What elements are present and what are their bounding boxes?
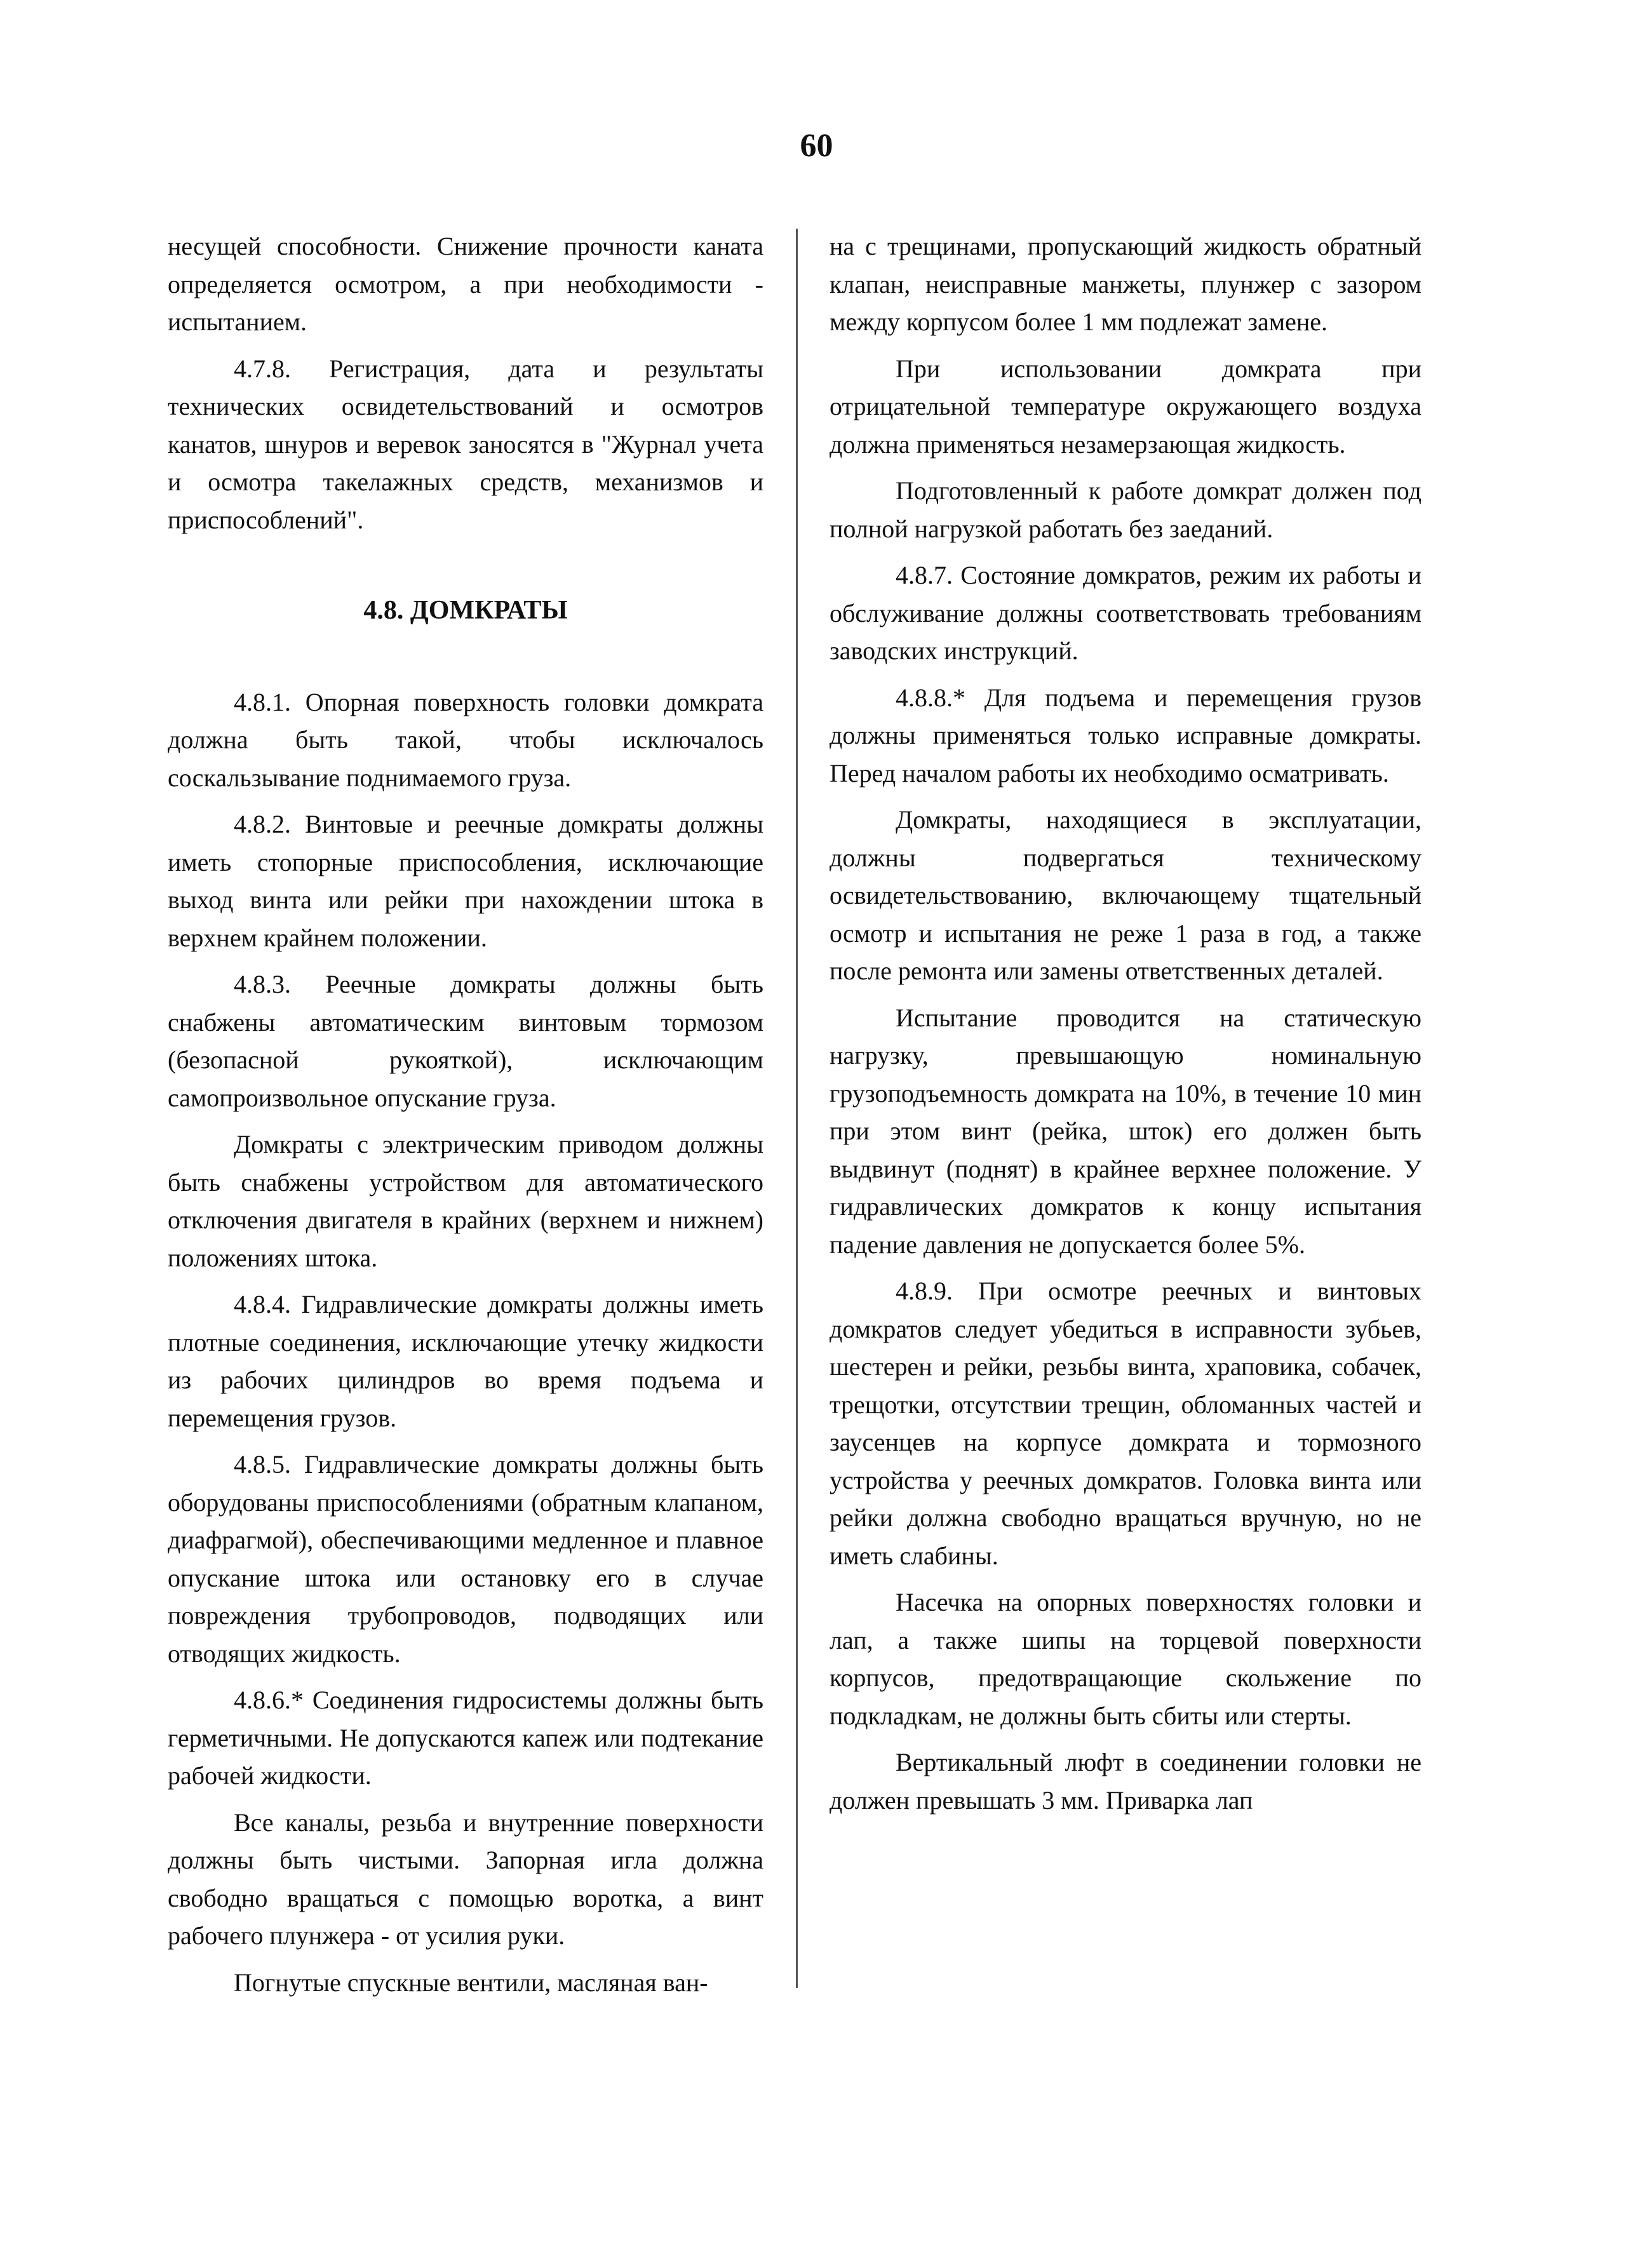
paragraph-negative-temperature: При использовании домкрата при отрицательной температуре окружающего воздуха должна применяться незамерзающая жидкость.	[830, 354, 1421, 459]
column-divider	[796, 229, 798, 1988]
paragraph-electric-drive: Домкраты с электрическим приводом должны быть снабжены устройством для автоматического отключения двигателя в крайних (верхнем и нижнем) положениях штока.	[168, 1130, 763, 1272]
right-column	[830, 227, 1421, 1828]
paragraph-4-8-3: 4.8.3. Реечные домкраты должны быть снабжены автоматическим винтовым тормозом (безопасной рукояткой), исключающим самопроизвольное опускание груза.	[168, 970, 763, 1112]
page-number: 60	[800, 128, 833, 164]
paragraph-4-8-5: 4.8.5. Гидравлические домкраты должны быть оборудованы приспособлениями (обратным клапаном, диафрагмой), обеспечивающими медленное и плавное опускание штока или остановку его в случае повреждения трубопроводов, подводящих или отводящих жидкость.	[168, 1450, 763, 1668]
paragraph-4-8-2: 4.8.2. Винтовые и реечные домкраты должны иметь стопорные приспособления, исключающие выход винта или рейки при нахождении штока в верхнем крайнем положении.	[168, 810, 763, 952]
paragraph-4-8-4: 4.8.4. Гидравлические домкраты должны иметь плотные соединения, исключающие утечку жидкости из рабочих цилиндров во время подъема и перемещения грузов.	[168, 1290, 763, 1432]
left-column	[168, 227, 763, 2010]
paragraph-4-8-7: 4.8.7. Состояние домкратов, режим их работы и обслуживание должны соответствовать требованиям заводских инструкций.	[830, 561, 1421, 665]
paragraph-4-8-1: 4.8.1. Опорная поверхность головки домкрата должна быть такой, чтобы исключалось соскальзывание поднимаемого груза.	[168, 687, 763, 792]
paragraph-notch: Насечка на опорных поверхностях головки и лап, а также шипы на торцевой поверхности корпусов, предотвращающие скольжение по подкладкам, не должны быть сбиты или стерты.	[830, 1588, 1421, 1730]
paragraph-4-8-9: 4.8.9. При осмотре реечных и винтовых домкратов следует убедиться в исправности зубьев, шестерен и рейки, резьбы винта, храповика, собачек, трещотки, отсутствии трещин, обломанных частей и заусенцев на корпусе домкрата и тормозного устройства у реечных домкратов. Головка винта или рейки должна свободно вращаться вручную, но не иметь слабины.	[830, 1277, 1421, 1570]
paragraph-4-8-8: 4.8.8.* Для подъема и перемещения грузов должны применяться только исправные домкраты. Перед началом работы их необходимо осматривать.	[830, 683, 1421, 788]
section-title: 4.8. ДОМКРАТЫ	[363, 596, 568, 625]
paragraph-vertical-play: Вертикальный люфт в соединении головки не должен превышать 3 мм. Приварка лап	[830, 1748, 1421, 1815]
paragraph-in-use: Домкраты, находящиеся в эксплуатации, должны подвергаться техническому освидетельствованию, включающему тщательный осмотр и испытания не реже 1 раза в год, а также после ремонта или замены ответственных деталей.	[830, 805, 1421, 985]
paragraph-4-8-6: 4.8.6.* Соединения гидросистемы должны быть герметичными. Не допускаются капеж или подтекание рабочей жидкости.	[168, 1686, 763, 1790]
paragraph-4-7-8: 4.7.8. Регистрация, дата и результаты технических освидетельствований и осмотров канатов, шнуров и веревок заносятся в "Журнал учета и осмотра такелажных средств, механизмов и приспособлений".	[168, 354, 763, 534]
paragraph-test: Испытание проводится на статическую нагрузку, превышающую номинальную грузоподъемность домкрата на 10%, в течение 10 мин при этом винт (рейка, шток) его должен быть выдвинут (поднят) в крайнее верхнее положение. У гидравлических домкратов к концу испытания падение давления не допускается более 5%.	[830, 1003, 1421, 1259]
paragraph-channels: Все каналы, резьба и внутренние поверхности должны быть чистыми. Запорная игла должна свободно вращаться с помощью воротка, а винт рабочего плунжера - от усилия руки.	[168, 1808, 763, 1950]
paragraph-intro: несущей способности. Снижение прочности каната определяется осмотром, а при необходимости - испытанием.	[168, 232, 763, 336]
paragraph-bent-valves: Погнутые спускные вентили, масляная ван-	[234, 1968, 708, 1997]
paragraph-continuation: на с трещинами, пропускающий жидкость обратный клапан, неисправные манжеты, плунжер с зазором между корпусом более 1 мм подлежат замене.	[830, 232, 1421, 336]
paragraph-prepared-jack: Подготовленный к работе домкрат должен под полной нагрузкой работать без заеданий.	[830, 476, 1421, 543]
